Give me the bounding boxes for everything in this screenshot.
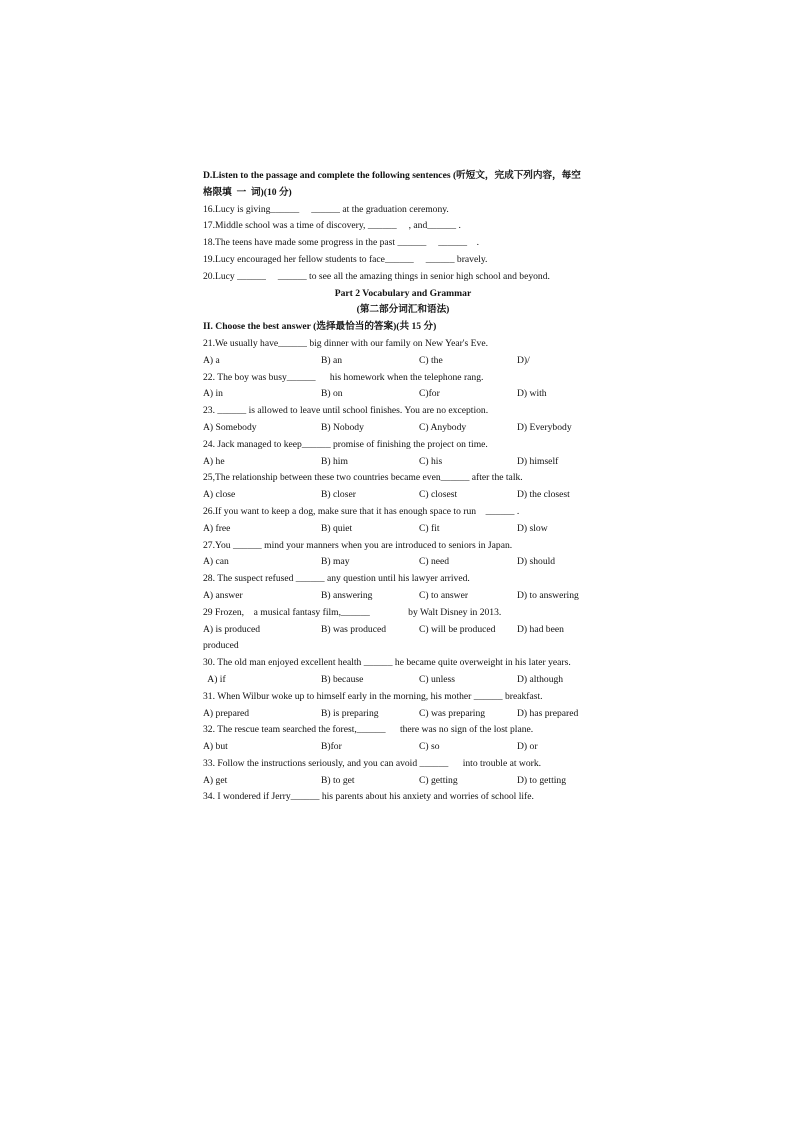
option-d: D)/ [517,354,530,366]
question-29-option-d-continued: produced [203,640,239,652]
question-27: 27.You ______ mind your manners when you are introduced to seniors in Japan. [203,539,513,551]
section-d-heading-line-1: D.Listen to the passage and complete the following sentences (听短文，完成下列内容，每空 [203,170,581,181]
option-c: C) to answer [419,589,469,601]
question-25-options [203,487,603,504]
option-b: B)for [321,741,342,753]
option-c: C) closest [419,489,458,501]
question-28: 28. The suspect refused ______ any question until his lawyer arrived. [203,573,470,585]
question-30-options [203,672,603,689]
question-24: 24. Jack managed to keep______ promise of finishing the project on time. [203,438,488,450]
question-23: 23. ______ is allowed to leave until school finishes. You are no exception. [203,405,489,417]
option-a: A) if [203,673,226,685]
question-30: 30. The old man enjoyed excellent health ______ he became quite overweight in his later years. [203,657,571,669]
question-31-options [203,706,603,723]
option-a: A) free [203,522,231,534]
question-22: 22. The boy was busy______ his homework when the telephone rang. [203,371,484,383]
option-b: B) was produced [321,623,387,635]
option-c: C) unless [419,673,455,685]
option-c: C) getting [419,774,458,786]
question-26-options [203,521,603,538]
option-b: B) answering [321,589,373,601]
option-d: D) or [517,741,538,753]
question-33: 33. Follow the instructions seriously, and you can avoid ______ into trouble at work. [203,757,542,769]
option-b: B) on [321,388,343,400]
question-18: 18.The teens have made some progress in the past ______ ______ . [203,237,480,249]
option-a: A) is produced [203,623,261,635]
section-ii-heading: II. Choose the best answer (选择最恰当的答案)(共 15 分) [203,321,437,333]
option-a: A) but [203,741,228,753]
section-d-heading-line-2: 格限填 一 词)(10 分) [203,186,292,198]
option-c: C) was preparing [419,707,486,719]
question-29: 29 Frozen, a musical fantasy film,______ by Walt Disney in 2013. [203,606,502,618]
option-b: B) an [321,354,343,366]
part2-subtitle: (第二部分词汇和语法) [356,304,450,316]
option-b: B) is preparing [321,707,379,719]
option-d: D) has prepared [517,707,579,719]
question-21-options [203,353,603,370]
option-a: A) he [203,455,225,467]
option-b: B) may [321,556,350,568]
option-c: C) fit [419,522,440,534]
question-33-options [203,773,603,790]
option-b: B) to get [321,774,355,786]
question-20: 20.Lucy ______ ______ to see all the amazing things in senior high school and beyond. [203,270,550,282]
question-16: 16.Lucy is giving______ ______ at the graduation ceremony. [203,203,449,215]
option-d: D) the closest [517,489,570,501]
option-a: A) prepared [203,707,250,719]
option-c: C) need [419,556,450,568]
question-26: 26.If you want to keep a dog, make sure that it has enough space to run ______ . [203,505,520,517]
option-d: D) with [517,388,547,400]
option-a: A) Somebody [203,421,257,433]
option-d: D) had been [517,623,564,635]
question-17: 17.Middle school was a time of discovery, ______ , and______ . [203,220,461,232]
question-32: 32. The rescue team searched the forest,______ there was no sign of the lost plane. [203,724,534,736]
option-a: A) close [203,489,236,501]
option-c: C) Anybody [419,421,467,433]
option-b: B) him [321,455,348,467]
option-b: B) quiet [321,522,353,534]
option-b: B) closer [321,489,356,501]
question-32-options [203,739,603,756]
option-a: A) in [203,388,223,400]
option-d: D) Everybody [517,421,572,433]
question-23-options [203,420,603,437]
option-b: B) Nobody [321,421,364,433]
option-c: C)for [419,388,440,400]
option-a: A) answer [203,589,243,601]
option-d: D) should [517,556,556,568]
question-22-options [203,386,603,403]
option-c: C) so [419,741,440,753]
question-28-options [203,588,603,605]
option-d: D) slow [517,522,548,534]
option-c: C) the [419,354,443,366]
option-a: A) a [203,354,220,366]
option-d: D) although [517,673,564,685]
question-29-options [203,622,603,639]
question-27-options [203,554,603,571]
question-24-options [203,454,603,471]
option-a: A) get [203,774,228,786]
option-c: C) his [419,455,443,467]
option-c: C) will be produced [419,623,496,635]
question-25: 25,The relationship between these two countries became even______ after the talk. [203,472,523,484]
option-d: D) himself [517,455,559,467]
question-34: 34. I wondered if Jerry______ his parents about his anxiety and worries of school life. [203,791,534,803]
option-b: B) because [321,673,364,685]
question-31: 31. When Wilbur woke up to himself early in the morning, his mother ______ breakfast. [203,690,543,702]
option-d: D) to getting [517,774,567,786]
question-19: 19.Lucy encouraged her fellow students to face______ ______ bravely. [203,253,488,265]
option-d: D) to answering [517,589,579,601]
question-21: 21.We usually have______ big dinner with our family on New Year's Eve. [203,337,488,349]
exam-page [203,168,603,806]
option-a: A) can [203,556,229,568]
part2-title: Part 2 Vocabulary and Grammar [334,287,472,299]
